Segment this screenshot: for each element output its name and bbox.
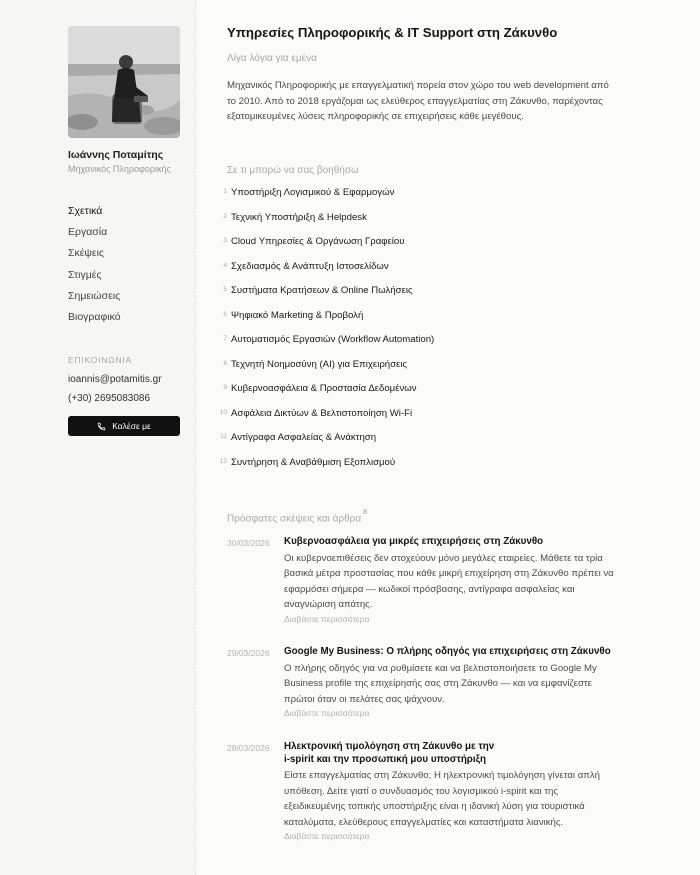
post-date: 29/03/2026: [227, 648, 270, 658]
posts-count-badge: 8: [363, 509, 368, 516]
posts-heading-text: Πρόσφατες σκέψεις και άρθρα: [227, 513, 362, 525]
service-item[interactable]: [216, 408, 434, 433]
service-item[interactable]: [216, 334, 434, 359]
call-button[interactable]: [68, 416, 180, 436]
service-label: Συστήματα Κρατήσεων & Online Πωλήσεις: [231, 285, 413, 296]
service-number: 11: [220, 433, 227, 440]
service-item[interactable]: [216, 310, 434, 335]
sidebar: [0, 0, 196, 875]
service-number: 6: [223, 310, 227, 318]
service-item[interactable]: [216, 261, 434, 286]
service-label: Τεχνητή Νοημοσύνη (AI) για Επιχειρήσεις: [231, 358, 408, 370]
service-item[interactable]: [216, 359, 434, 384]
sidebar-nav: [68, 205, 121, 332]
service-number: 8: [223, 359, 227, 367]
call-button-label: Καλέσε με: [112, 421, 151, 431]
service-label: Cloud Υπηρεσίες & Οργάνωση Γραφείου: [231, 236, 405, 247]
read-more-link[interactable]: Διαβάστε περισσότερα: [284, 613, 370, 624]
profile-role: Μηχανικός Πληροφορικής: [68, 164, 171, 174]
nav-item-work[interactable]: Εργασία: [68, 226, 108, 239]
service-label: Σχεδιασμός & Ανάπτυξη Ιστοσελίδων: [231, 260, 389, 272]
phone-icon: [97, 422, 106, 431]
profile-name: Ιωάννης Ποταμίτης: [68, 149, 164, 161]
service-label: Τεχνική Υποστήριξη & Helpdesk: [231, 211, 367, 223]
posts-heading: [227, 509, 368, 525]
post-content: [284, 741, 619, 841]
contact-phone-link[interactable]: (+30) 2695083086: [68, 393, 151, 404]
service-label: Συντήρηση & Αναβάθμιση Εξοπλισμού: [231, 456, 396, 468]
service-label: Υποστήριξη Λογισμικού & Εφαρμογών: [231, 187, 395, 198]
service-number: 5: [223, 286, 227, 293]
nav-item-about[interactable]: Σχετικά: [68, 205, 103, 217]
services-list: [216, 187, 434, 481]
post-date: 30/03/2026: [227, 538, 270, 548]
page-title: Υπηρεσίες Πληροφορικής & IT Support στη Ζάκυνθο: [227, 25, 558, 40]
service-item[interactable]: [216, 285, 434, 310]
service-number: 9: [223, 384, 227, 391]
about-text: Μηχανικός Πληροφορικής με επαγγελματική πορεία στον χώρο του web development από το 2010. Από το 2018 εργάζομαι ως ελεύθερος επαγγελματίας στη Ζάκυνθο, παρέχοντας εξατομικευμένες λύσεις πληροφορικής σε επιχειρήσεις κάθε μεγέθους.: [227, 80, 609, 122]
service-item[interactable]: [216, 187, 434, 212]
post-content: [284, 646, 619, 718]
read-more-link[interactable]: Διαβάστε περισσότερα: [284, 831, 370, 841]
post-excerpt: Ο πλήρης οδηγός για να ρυθμίσετε και να βελτιστοποιήσετε το Google My Business profile της επιχείρησής σας στη Ζάκυνθο — και να εμφανίζεστε πρώτοι όταν οι πελάτες σας ψάχνουν.: [284, 662, 597, 705]
service-item[interactable]: [216, 212, 434, 237]
nav-item-cv[interactable]: Βιογραφικό: [68, 310, 121, 323]
service-number: 12: [219, 457, 227, 465]
service-number: 10: [219, 408, 227, 416]
post-title-link[interactable]: Google My Business: Ο πλήρης οδηγός για επιχειρήσεις στη Ζάκυνθο: [284, 646, 611, 657]
service-label: Κυβερνοασφάλεια & Προστασία Δεδομένων: [231, 383, 417, 394]
service-number: 7: [223, 335, 227, 342]
service-number: 1: [223, 188, 227, 195]
service-item[interactable]: [216, 432, 434, 457]
service-label: Αυτοματισμός Εργασιών (Workflow Automation): [231, 334, 435, 345]
post-title-link[interactable]: Κυβερνοασφάλεια για μικρές επιχειρήσεις στη Ζάκυνθο: [284, 536, 544, 547]
contact-heading: ΕΠΙΚΟΙΝΩΝΙΑ: [68, 355, 133, 365]
nav-item-thoughts[interactable]: Σκέψεις: [68, 247, 104, 260]
service-item[interactable]: [216, 457, 434, 482]
service-item[interactable]: [216, 383, 434, 408]
services-heading: Σε τι μπορώ να σας βοηθήσω: [227, 165, 359, 176]
service-label: Ασφάλεια Δικτύων & Βελτιστοποίηση Wi-Fi: [231, 407, 413, 419]
read-more-link[interactable]: Διαβάστε περισσότερα: [284, 708, 370, 718]
service-item[interactable]: [216, 236, 434, 261]
service-number: 3: [223, 237, 227, 244]
post-date: 28/03/2026: [227, 743, 270, 753]
service-number: 4: [223, 261, 227, 269]
contact-email-link[interactable]: ioannis@potamitis.gr: [68, 374, 162, 385]
service-number: 2: [223, 212, 227, 220]
profile-photo: [68, 26, 180, 138]
post-title-link[interactable]: Ηλεκτρονική τιμολόγηση στη Ζάκυνθο με την i-spirit και την προσωπική μου υποστήριξη: [284, 741, 495, 765]
avatar: [68, 26, 180, 138]
nav-item-moments[interactable]: Στιγμές: [68, 268, 102, 281]
post-excerpt: Είστε επαγγελματίας στη Ζάκυνθο; Η ηλεκτρονική τιμολόγηση γίνεται απλή υπόθεση. Δείτε γιατί ο συνδυασμός του λογισμικού i-spirit και της εξειδικευμένης τοπικής υποστήριξης είναι η ιδανική λύση για τουριστικά καταλύματα, ελεύθερους επαγγελματίες και καταστήματα λιανικής.: [284, 770, 600, 828]
nav-item-notes[interactable]: Σημειώσεις: [68, 289, 121, 302]
about-subtitle: Λίγα λόγια για εμένα: [227, 53, 317, 64]
service-label: Ψηφιακό Marketing & Προβολή: [231, 309, 364, 321]
post-content: [284, 536, 619, 624]
service-label: Αντίγραφα Ασφαλείας & Ανάκτηση: [231, 432, 377, 443]
post-excerpt: Οι κυβερνοεπιθέσεις δεν στοχεύουν μόνο μεγάλες εταιρείες. Μάθετε τα τρία βασικά μέτρα προστασίας που κάθε μικρή επιχείρηση στη Ζάκυνθο πρέπει να εφαρμόσει σήμερα — κωδικοί πρόσβασης, αντίγραφα ασφαλείας και αναγνώριση απάτης.: [284, 552, 614, 610]
